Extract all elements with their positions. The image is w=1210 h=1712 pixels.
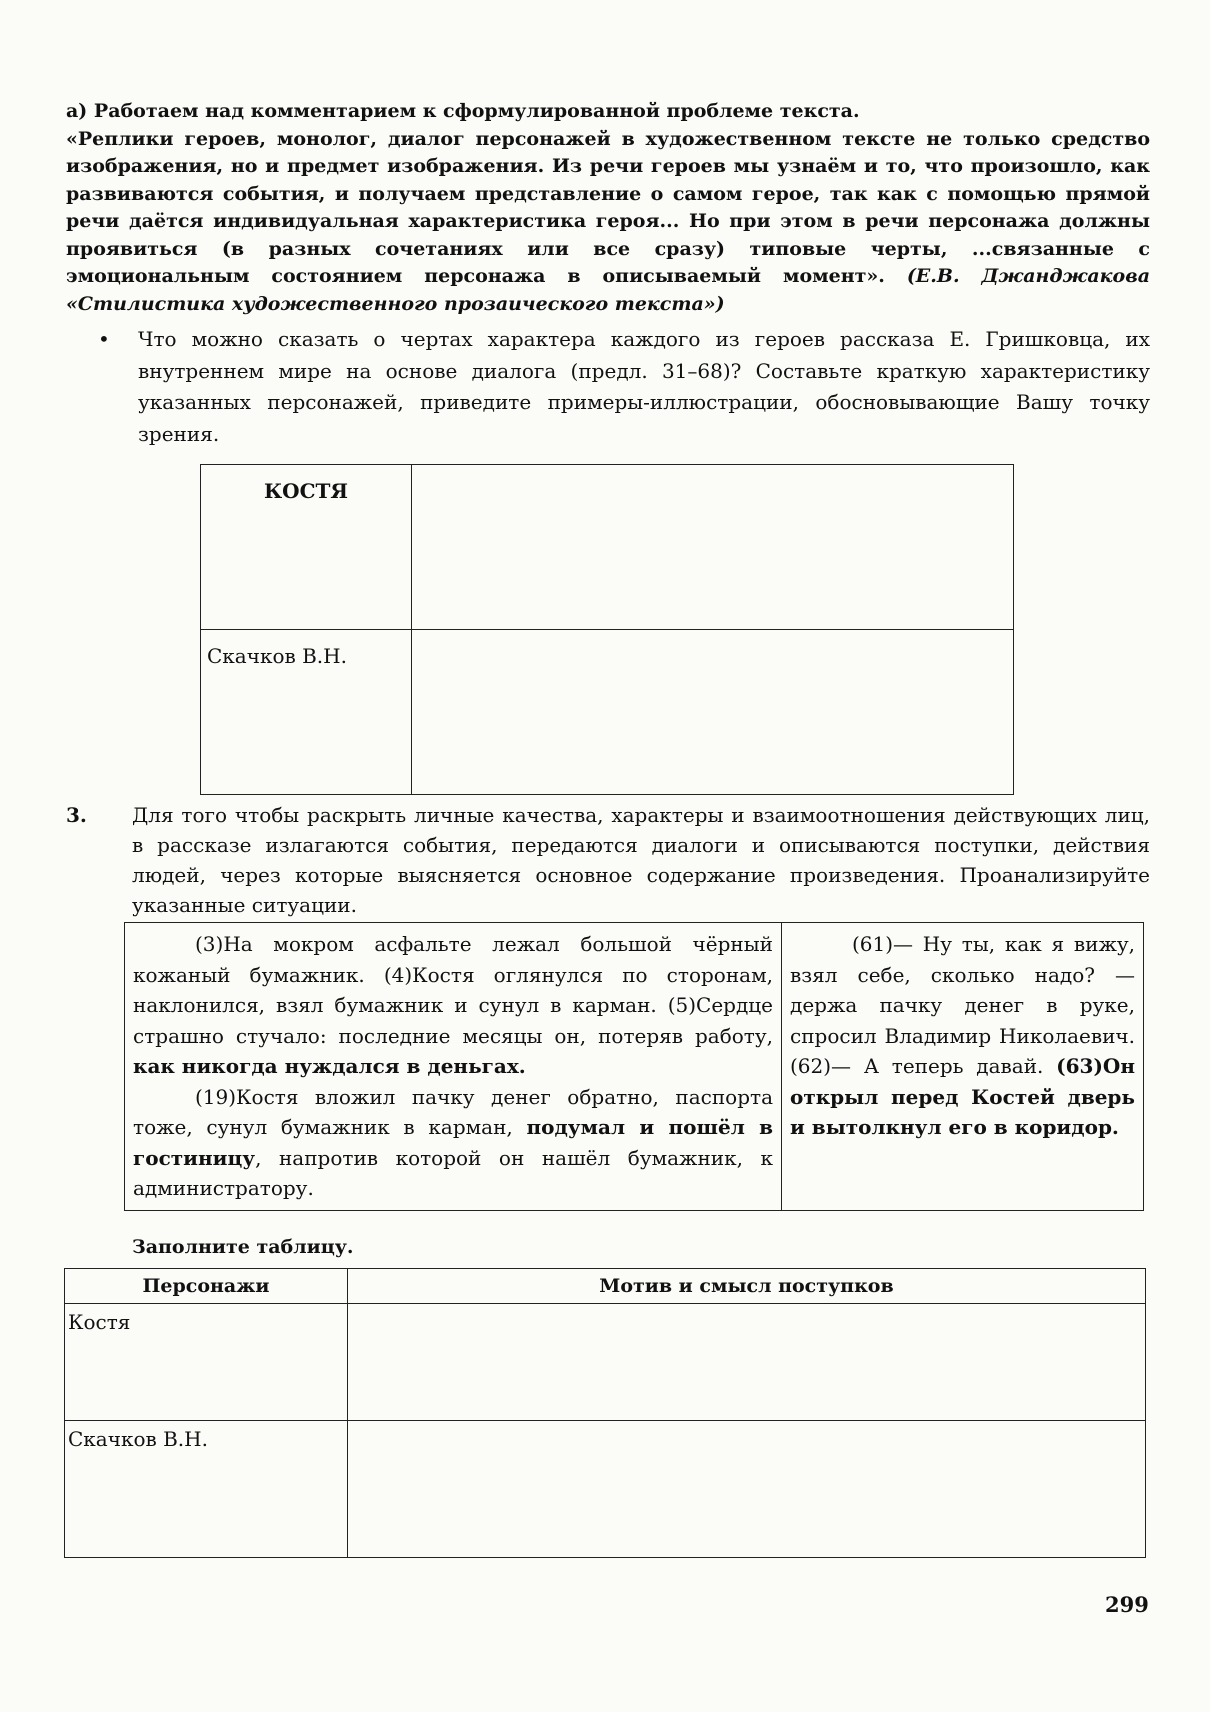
row-label-skachkov: Скачков В.Н. [201,630,412,795]
page-number: 299 [1105,1592,1149,1617]
table-row [65,1304,1146,1421]
table-row [201,630,1014,795]
task-number: 3. [66,803,87,827]
section-a [66,98,1150,318]
task-3 [66,800,1150,920]
excerpt-paragraph: (3)На мокром асфальте лежал большой чёрный кожаный бумажник. (4)Костя оглянулся по сторонам, наклонился, взял бумажник и сунул в карман. (5)Сердце страшно стучало: последние месяцы он, потеряв работу, как никогда нуждался в деньгах. [133,932,773,1078]
question-bullet-item [98,324,1150,450]
section-a-quote: «Реплики героев, монолог, диалог персонажей в художественном тексте не только средство изображения, но и предмет изображения. Из речи героев мы узнаём и то, что произошло, как развиваются события, и получаем представление о самом герое, так как с помощью прямой речи даётся индивидуальная характеристика героя... Но при этом в речи персонажа должны проявиться (в разных сочетаниях или все сразу) типовые черты, ...связанные с эмоциональным состоянием персонажа в описываемый момент». [66,127,1150,287]
table-header-row [65,1269,1146,1304]
answer-cell-kostya[interactable] [348,1304,1146,1421]
excerpt-paragraph: (61)— Ну ты, как я вижу, взял себе, сколько надо? — держа пачку денег в руке, спросил Владимир Николаевич. (62)— А теперь давай. (63)Он открыл перед Костей дверь и вытолкнул его в коридор. [790,932,1135,1139]
motives-table [64,1268,1146,1558]
answer-cell-kostya[interactable] [412,465,1014,630]
character-table [200,464,1014,795]
row-label-kostya: Костя [65,1304,348,1421]
row-label-kostya: КОСТЯ [201,465,412,630]
table-row [125,923,1144,1211]
table-row [201,465,1014,630]
row-label-skachkov: Скачков В.Н. [65,1421,348,1558]
answer-cell-skachkov[interactable] [412,630,1014,795]
column-header-motives: Мотив и смысл поступков [348,1269,1146,1304]
task-3-text: Для того чтобы раскрыть личные качества, характеры и взаимоотношения действующих лиц, в рассказе излагаются события, передаются диалоги и описываются поступки, действия людей, через которые выясняется основное содержание произведения. Проанализируйте указанные ситуации. [132,803,1150,917]
excerpt-table [124,922,1144,1211]
section-a-heading: а) Работаем над комментарием к сформулированной проблеме текста. [66,100,860,122]
excerpt-right [782,923,1144,1211]
excerpt-paragraph: (19)Костя вложил пачку денег обратно, паспорта тоже, сунул бумажник в карман, подумал и пошёл в гостиницу, напротив которой он нашёл бумажник, к администратору. [133,1084,773,1200]
column-header-characters: Персонажи [65,1269,348,1304]
answer-cell-skachkov[interactable] [348,1421,1146,1558]
table-row [65,1421,1146,1558]
question-text: Что можно сказать о чертах характера каждого из героев рассказа Е. Гришковца, их внутреннем мире на основе диалога (предл. 31–68)? Составьте краткую характеристику указанных персонажей, приведите примеры-иллюстрации, обосновывающие Вашу точку зрения. [138,327,1150,446]
section-a-citation: (Е.В. Джанджакова «Стилистика художественного прозаического текста») [66,265,1151,315]
excerpt-left [125,923,782,1211]
bullet-icon: • [98,327,110,351]
fill-table-instruction: Заполните таблицу. [132,1236,354,1258]
